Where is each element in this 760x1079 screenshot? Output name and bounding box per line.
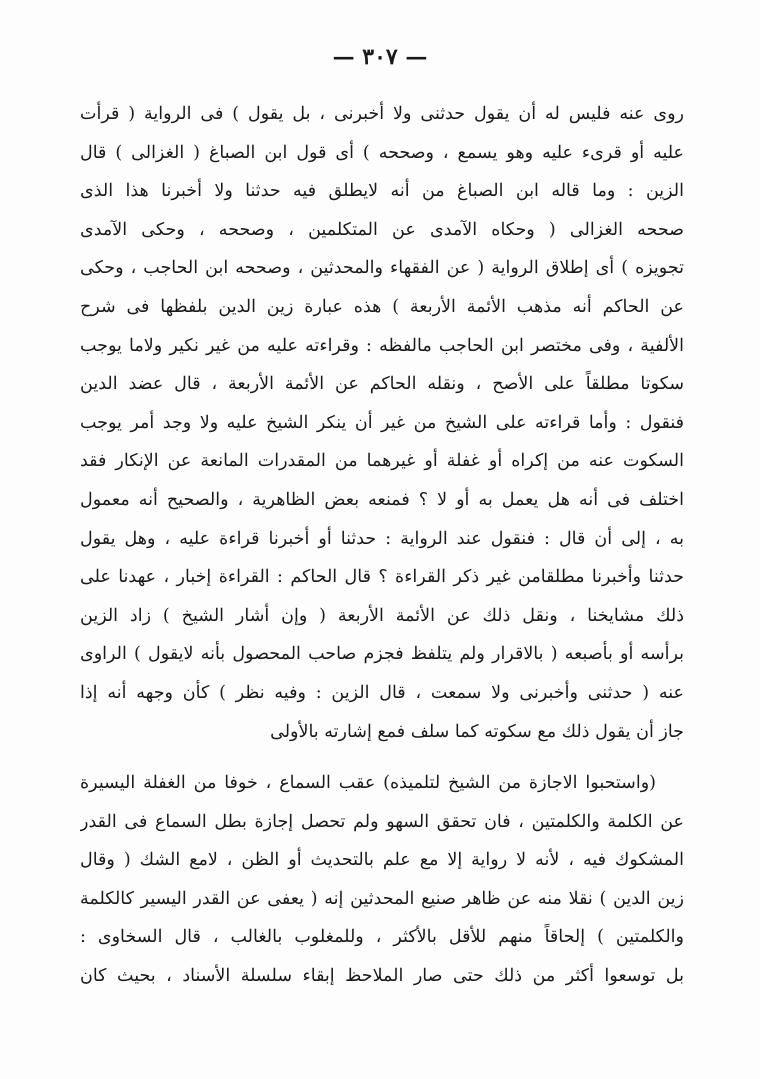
text-line: برأسه أو بأصبعه ( بالاقرار ولم يتلفظ فجزم صاحب المحصول بأنه لايقول ) الراوى [80, 644, 684, 665]
text-line: زين الدين ) نقلا منه عن ظاهر صنيع المحدثين إنه ( يعفى عن القدر اليسير كالكلمة [80, 888, 684, 909]
text-line: جاز أن يقول ذلك مع سكوته كما سلف فمع إشارته بالأولى [270, 721, 684, 742]
text-line: تجويزه ) أى إطلاق الرواية ( عن الفقهاء والمحدثين ، وصححه ابن الحاجب ، وحكى [80, 258, 684, 279]
text-line: سكوتا مطلقاً على الأصح ، ونقله الحاكم عن الأئمة الأربعة ، قال عضد الدين [80, 374, 684, 395]
text-line: عليه أو قرىء عليه وهو يسمع ، وصححه ) أى قول ابن الصباغ ( الغزالى ) قال [80, 142, 684, 163]
page-number: — ٣٠٧ — [332, 44, 428, 70]
text-line: الألفية ، وفى مختصر ابن الحاجب مالفظه : وقراءته عليه من غير نكير ولاما يوجب [80, 335, 684, 356]
text-line: الزين : وما قاله ابن الصباغ من أنه لايطلق فيه حدثنا ولا أخبرنا هذا الذى [80, 181, 684, 202]
text-line: حدثنا وأخبرنا مطلقامن غير ذكر القراءة ؟ قال الحاكم : القراءة إخبار ، عهدنا على [80, 567, 684, 588]
text-line: (واستحبوا الاجازة من الشيخ لتلميذه) عقب السماع ، خوفا من الغفلة اليسيرة [80, 773, 656, 793]
text-line: اختلف فى أنه هل يعمل به أو لا ؟ فمنعه بعض الظاهرية ، والصحيح أنه معمول [80, 489, 684, 510]
paragraph-1 [80, 95, 684, 751]
text-line: السكوت عنه من إكراه أو غفلة أو غيرهما من المقدرات المانعة عن الإنكار فقد [80, 451, 684, 472]
paragraph-2 [80, 764, 684, 996]
text-line: فنقول : وأما قراءته على الشيخ من غير أن ينكر الشيخ عليه ولا وجد أمر يوجب [80, 412, 684, 433]
text-line: بل توسعوا أكثر من ذلك حتى صار الملاحظ إبقاء سلسلة الأسناد ، بحيث كان [80, 965, 684, 986]
text-line: روى عنه فليس له أن يقول حدثنى ولا أخبرنى ، بل يقول ) فى الرواية ( قرأت [80, 104, 684, 124]
text-line: عن الكلمة والكلمتين ، فان تحقق السهو ولم تحصل إجازة بطل السماع فى القدر [80, 811, 684, 832]
text-line: عن الحاكم أنه مذهب الأئمة الأربعة ) هذه عبارة زين الدين بلفظها فى شرح [80, 296, 684, 317]
text-line: والكلمتين ) إلحاقاً منهم للأقل بالأكثر ، وللمغلوب بالغالب ، قال السخاوى : [80, 927, 684, 948]
text-line: به ، إلى أن قال : فنقول عند الرواية : حدثنا أو أخبرنا قراءة عليه ، وهل يقول [80, 528, 684, 549]
text-line: عنه ( حدثنى وأخبرنى ولا سمعت ، قال الزين : وفيه نظر ) كأن وجهه أنه إذا [80, 682, 684, 703]
text-line: المشكوك فيه ، لأنه لا رواية إلا مع علم بالتحديث أو الظن ، لامع الشك ( وقال [80, 850, 684, 871]
text-line: ذلك مشايخنا ، ونقل ذلك عن الأئمة الأربعة ( وإن أشار الشيخ ) زاد الزين [80, 605, 684, 626]
text-line: صححه الغزالى ( وحكاه الآمدى عن المتكلمين ، وصححه ، وحكى الآمدى [80, 219, 684, 240]
